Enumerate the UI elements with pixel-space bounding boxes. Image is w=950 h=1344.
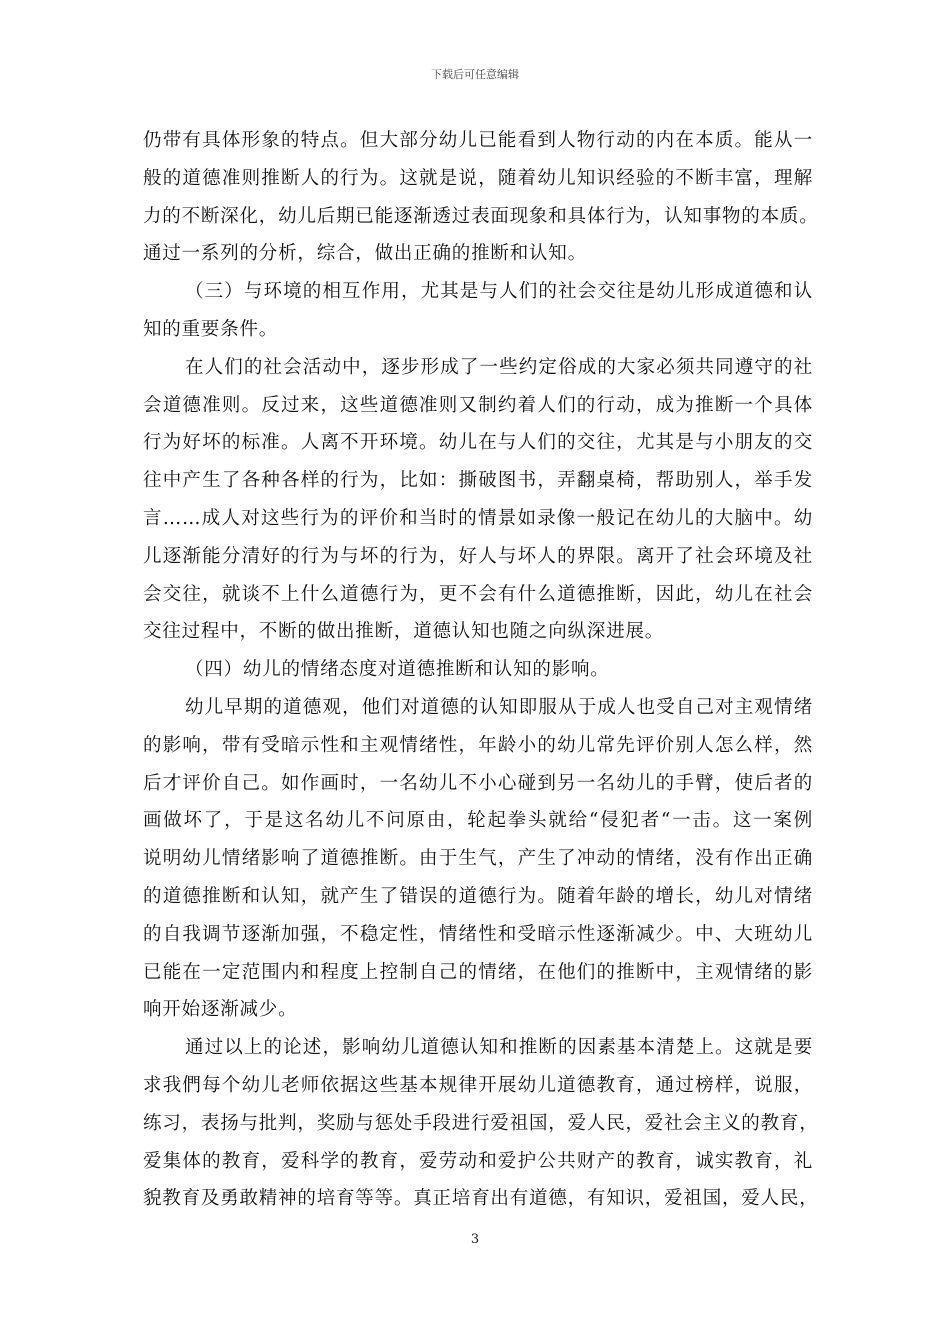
text-line: 练习，表扬与批判，奖励与惩处手段进行爱祖国，爱人民，爱社会主义的教育， xyxy=(143,1112,819,1134)
text-line: 爱集体的教育，爱科学的教育，爱劳动和爱护公共财产的教育，诚实教育，礼 xyxy=(143,1150,813,1172)
text-line: 交往过程中，不断的做出推断，道德认知也随之向纵深进展。 xyxy=(143,621,665,643)
text-line: （三）与环境的相互作用，尤其是与人们的社会交往是幼儿形成道德和认 xyxy=(185,281,813,303)
text-line: 求我們每个幼儿老师依据这些基本规律开展幼儿道德教育，通过榜样，说服， xyxy=(143,1074,813,1096)
text-line: 通过以上的论述，影响幼儿道德认知和推断的因素基本清楚上。这就是要 xyxy=(185,1037,813,1059)
text-line: 的道德推断和认知，就产生了错误的道德行为。随着年龄的增长，幼儿对情绪 xyxy=(143,885,813,907)
body-text xyxy=(143,122,819,1218)
text-line: 后才评价自己。如作画时，一名幼儿不小心碰到另一名幼儿的手臂，使后者的 xyxy=(143,772,813,794)
text-line: 会道德准则。反过来，这些道德准则又制约着人们的行动，成为推断一个具体 xyxy=(143,394,813,416)
text-line: 幼儿早期的道德观，他们对道德的认知即服从于成人也受自己对主观情绪 xyxy=(185,696,813,718)
text-line: 已能在一定范围内和程度上控制自己的情绪，在他们的推断中，主观情绪的影 xyxy=(143,961,813,983)
text-line: 说明幼儿情绪影响了道德推断。由于生气，产生了冲动的情绪，没有作出正确 xyxy=(143,848,813,870)
text-line: 仍带有具体形象的特点。但大部分幼儿已能看到人物行动的内在本质。能从一 xyxy=(143,130,813,151)
text-line: 会交往，就谈不上什么道德行为，更不会有什么道德推断，因此，幼儿在社会 xyxy=(143,583,813,605)
text-line: 响开始逐渐减少。 xyxy=(143,999,298,1021)
text-line: 通过一系列的分析，综合，做出正确的推断和认知。 xyxy=(143,243,587,265)
text-line: 儿逐渐能分清好的行为与坏的行为，好人与坏人的界限。离开了社会环境及社 xyxy=(143,545,813,567)
text-line: 的影响，带有受暗示性和主观情绪性，年龄小的幼儿常先评价别人怎么样，然 xyxy=(143,734,813,756)
text-line: 画做坏了，于是这名幼儿不问原由，轮起拳头就给“侵犯者“一击。这一案例 xyxy=(143,810,813,832)
text-line: 的自我调节逐渐加强，不稳定性，情绪性和受暗示性逐渐减少。中、大班幼儿 xyxy=(143,923,813,945)
text-line: 往中产生了各种各样的行为，比如：撕破图书，弄翻桌椅，帮助别人，举手发 xyxy=(143,470,813,492)
page-number: 3 xyxy=(470,1232,480,1247)
text-line: 知的重要条件。 xyxy=(143,318,279,340)
page-header: 下载后可任意编辑 xyxy=(431,68,519,81)
text-line: 般的道德准则推断人的行为。这就是说，随着幼儿知识经验的不断丰富，理解 xyxy=(143,167,813,189)
text-line: 行为好坏的标准。人离不开环境。幼儿在与人们的交往，尤其是与小朋友的交 xyxy=(143,432,813,454)
text-line: 貌教育及勇敢精神的培育等等。真正培育出有道德，有知识，爱祖国，爱人民， xyxy=(143,1188,819,1210)
text-line: 言……成人对这些行为的评价和当时的情景如录像一般记在幼儿的大脑中。幼 xyxy=(143,507,813,529)
text-line: 在人们的社会活动中，逐步形成了一些约定俗成的大家必须共同遵守的社 xyxy=(185,356,813,378)
text-line: （四）幼儿的情绪态度对道德推断和认知的影响。 xyxy=(185,659,610,681)
text-line: 力的不断深化，幼儿后期已能逐渐透过表面现象和具体行为，认知事物的本质。 xyxy=(143,205,819,227)
